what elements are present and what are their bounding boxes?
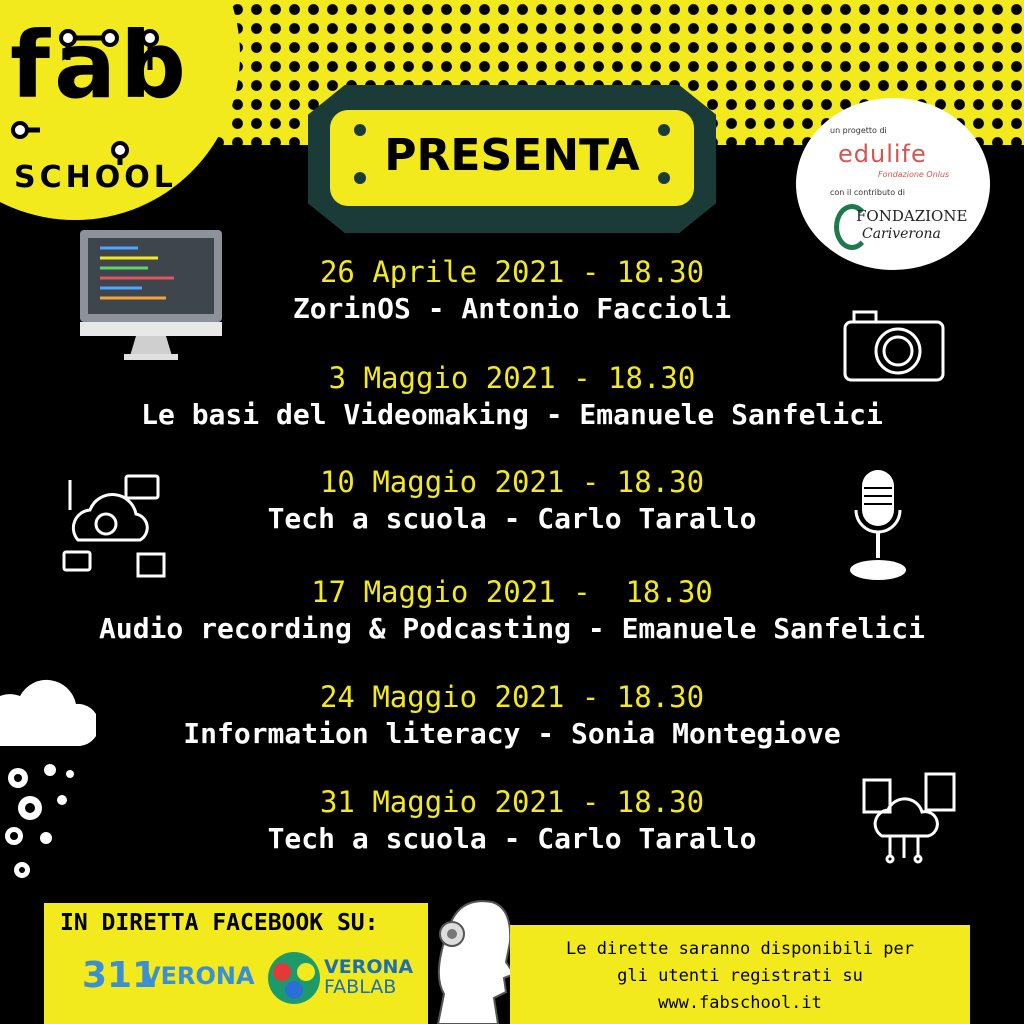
event-date: 24 Maggio 2021 - 18.30 <box>319 680 705 714</box>
event-item <box>0 679 1024 753</box>
event-date: 31 Maggio 2021 - 18.30 <box>319 785 705 819</box>
event-title: Le basi del Videomaking - Emanuele Sanfelici <box>141 398 883 431</box>
website-link[interactable]: www.fabschool.it <box>658 993 822 1013</box>
network-cloud-icon <box>56 470 168 582</box>
contributo-label: con il contributo di <box>830 188 905 197</box>
partner-311-name: VERONA <box>142 962 255 990</box>
event-title: Information literacy - Sonia Montegiove <box>183 717 841 750</box>
sponsor-circle <box>796 98 990 270</box>
edulife-sub: Fondazione Onlus <box>878 170 950 179</box>
partner-fablab-line2: FABLAB <box>324 976 397 998</box>
verona-fablab-logo-icon <box>266 950 322 1006</box>
cariverona-logo: Cariverona <box>862 226 941 242</box>
robot-head-icon <box>428 890 514 1024</box>
brand-school: SCHOOL <box>14 160 177 195</box>
info-line: Le dirette saranno disponibili per <box>566 939 914 959</box>
partner-fablab <box>324 957 413 997</box>
partner-311-number: 311 <box>82 955 158 996</box>
event-date: 10 Maggio 2021 - 18.30 <box>319 465 705 499</box>
event-title: ZorinOS - Antonio Faccioli <box>292 292 732 325</box>
event-title: Tech a scuola - Carlo Tarallo <box>267 822 757 855</box>
event-title: Tech a scuola - Carlo Tarallo <box>267 502 757 535</box>
banner-title: PRESENTA <box>384 130 640 181</box>
event-title: Audio recording & Podcasting - Emanuele Sanfelici <box>98 612 925 645</box>
microphone-icon <box>846 466 910 582</box>
event-date: 3 Maggio 2021 - 18.30 <box>328 361 696 395</box>
cloud-gears-icon <box>0 674 96 894</box>
info-text <box>510 936 970 1017</box>
monitor-code-icon <box>78 228 224 362</box>
facebook-label: IN DIRETTA FACEBOOK SU: <box>60 910 379 936</box>
event-date: 26 Aprile 2021 - 18.30 <box>319 255 705 289</box>
partner-fablab-line1: VERONA <box>324 956 414 978</box>
event-date: 17 Maggio 2021 - 18.30 <box>311 575 713 609</box>
edulife-logo: edulife <box>838 140 927 168</box>
brand-fab: fab <box>10 12 190 119</box>
camera-icon <box>842 306 946 384</box>
event-item <box>0 574 1024 648</box>
info-line: gli utenti registrati su <box>617 966 863 986</box>
fondazione-logo: FONDAZIONE <box>856 207 968 225</box>
progetto-label: un progetto di <box>830 126 887 135</box>
cloud-data-icon <box>860 772 958 864</box>
